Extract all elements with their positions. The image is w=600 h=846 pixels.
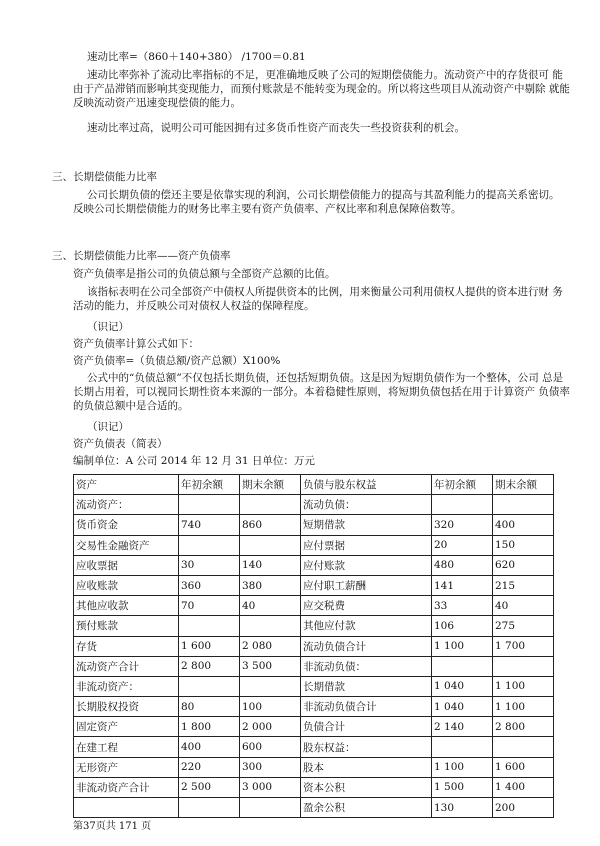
table-cell: 3 500 — [240, 656, 301, 676]
table-cell: 600 — [240, 737, 301, 757]
table-cell: 非流动负债合计 — [301, 697, 432, 717]
table-cell: 流动资产： — [74, 495, 179, 515]
table-row — [74, 697, 554, 717]
table-cell — [240, 798, 301, 818]
table-cell: 其他应付款 — [301, 616, 432, 636]
table-cell: 3 000 — [240, 777, 301, 797]
table-cell: 400 — [493, 515, 554, 535]
table-cell: 2 000 — [240, 717, 301, 737]
table-cell: 620 — [493, 555, 554, 575]
table-cell: 预付账款 — [74, 616, 179, 636]
table-cell: 2 080 — [240, 636, 301, 656]
table-cell — [179, 798, 240, 818]
section-title-debt-ratio: 三、长期偿债能力比率——资产负债率 — [52, 250, 231, 262]
table-row — [74, 555, 554, 575]
table-cell: 40 — [493, 596, 554, 616]
table-row — [74, 636, 554, 656]
table-cell: 141 — [432, 575, 493, 595]
table-row — [74, 656, 554, 676]
header-cell: 期末余额 — [493, 475, 554, 495]
table-cell: 非流动资产： — [74, 676, 179, 696]
table-cell: 流动资产合计 — [74, 656, 179, 676]
header-cell: 年初余额 — [179, 475, 240, 495]
table-row — [74, 737, 554, 757]
table-row — [74, 535, 554, 555]
table-cell: 应交税费 — [301, 596, 432, 616]
table-cell: 应收账款 — [74, 575, 179, 595]
table-cell: 负债合计 — [301, 717, 432, 737]
table-cell: 740 — [179, 515, 240, 535]
table-unit-line: 编制单位：A 公司 2014 年 12 月 31 日单位：万元 — [73, 455, 315, 467]
table-cell: 短期借款 — [301, 515, 432, 535]
memorize-note-2: （识记） — [87, 421, 129, 433]
table-cell: 480 — [432, 555, 493, 575]
quick-ratio-paragraph: 速动比率弥补了流动比率指标的不足，更准确地反映了公司的短期偿债能力。流动资产中的存货很可 能由于产品滞销而影响其变现能力，而预付账款是不能转变为现金的。所以将这些项目从流动资产中剔除 就能反映流动资产迅速变现偿债的能力。 — [73, 69, 570, 109]
table-cell: 流动负债合计 — [301, 636, 432, 656]
table-cell — [493, 656, 554, 676]
quick-ratio-formula: 速动比率=（860＋140+380） /1700＝0.81 — [87, 51, 306, 63]
table-cell: 应付票据 — [301, 535, 432, 555]
formula-intro: 资产负债率计算公式如下： — [73, 338, 199, 350]
quick-ratio-high-paragraph: 速动比率过高，说明公司可能因拥有过多货币性资产而丧失一些投资获利的机会。 — [87, 122, 465, 134]
header-cell: 年初余额 — [432, 475, 493, 495]
table-cell — [240, 676, 301, 696]
header-cell: 资产 — [74, 475, 179, 495]
table-cell: 长期借款 — [301, 676, 432, 696]
table-cell: 20 — [432, 535, 493, 555]
table-cell — [240, 616, 301, 636]
table-cell: 1 500 — [432, 777, 493, 797]
table-cell: 80 — [179, 697, 240, 717]
table-cell: 33 — [432, 596, 493, 616]
table-cell: 130 — [432, 798, 493, 818]
table-cell: 固定资产 — [74, 717, 179, 737]
table-cell: 2 140 — [432, 717, 493, 737]
table-cell: 1 100 — [432, 757, 493, 777]
table-cell: 资本公积 — [301, 777, 432, 797]
table-cell — [179, 676, 240, 696]
table-cell: 存货 — [74, 636, 179, 656]
table-cell: 股东权益： — [301, 737, 432, 757]
table-cell: 860 — [240, 515, 301, 535]
debt-ratio-explanation: 公式中的“负债总额”不仅包括长期负债，还包括短期负债。这是因为短期负债作为一个整体，公司 总是长期占用着，可以视同长期性资本来源的一部分。本着稳健性原则，将短期负债包括在用于计算资产 负债率的负债总额中是合适的。 — [73, 372, 570, 412]
table-cell — [493, 495, 554, 515]
table-cell: 在建工程 — [74, 737, 179, 757]
table-cell: 1 800 — [179, 717, 240, 737]
table-cell: 320 — [432, 515, 493, 535]
table-cell: 1 600 — [179, 636, 240, 656]
table-row — [74, 676, 554, 696]
table-cell: 215 — [493, 575, 554, 595]
table-cell: 1 100 — [493, 697, 554, 717]
table-cell: 2 800 — [179, 656, 240, 676]
table-cell: 360 — [179, 575, 240, 595]
table-cell: 2 500 — [179, 777, 240, 797]
debt-ratio-paragraph: 该指标表明在公司全部资产中债权人所提供资本的比例，用来衡量公司利用债权人提供的资本进行财 务活动的能力，并反映公司对债权人权益的保障程度。 — [73, 286, 563, 312]
table-row — [74, 575, 554, 595]
table-cell — [74, 798, 179, 818]
table-row — [74, 777, 554, 797]
memorize-note-1: （识记） — [87, 321, 129, 333]
table-cell: 应收票据 — [74, 555, 179, 575]
page-number-footer: 第37页共 171 页 — [73, 821, 152, 832]
table-cell — [240, 495, 301, 515]
table-title: 资产负债表（简表） — [73, 438, 168, 450]
table-row — [74, 616, 554, 636]
table-cell: 1 040 — [432, 697, 493, 717]
table-cell: 70 — [179, 596, 240, 616]
table-row — [74, 757, 554, 777]
table-cell: 应付职工薪酬 — [301, 575, 432, 595]
table-cell: 150 — [493, 535, 554, 555]
table-cell: 40 — [240, 596, 301, 616]
table-cell — [432, 656, 493, 676]
table-cell: 1 400 — [493, 777, 554, 797]
table-cell: 交易性金融资产 — [74, 535, 179, 555]
table-cell: 非流动负债： — [301, 656, 432, 676]
table-cell: 200 — [493, 798, 554, 818]
table-cell: 275 — [493, 616, 554, 636]
table-cell — [179, 535, 240, 555]
table-cell: 长期股权投资 — [74, 697, 179, 717]
table-cell — [432, 737, 493, 757]
table-row — [74, 495, 554, 515]
table-cell: 1 040 — [432, 676, 493, 696]
table-cell: 应付账款 — [301, 555, 432, 575]
table-cell: 2 800 — [493, 717, 554, 737]
table-cell: 其他应收款 — [74, 596, 179, 616]
table-cell: 1 700 — [493, 636, 554, 656]
long-term-ratios-paragraph: 公司长期负债的偿还主要是依靠实现的利润，公司长期偿债能力的提高与其盈利能力的提高关系密切。 反映公司长期偿债能力的财务比率主要有资产负债率、产权比率和利息保障倍数等。 — [73, 189, 560, 215]
table-row — [74, 596, 554, 616]
table-cell: 106 — [432, 616, 493, 636]
table-cell: 100 — [240, 697, 301, 717]
table-row — [74, 798, 554, 818]
table-cell — [493, 737, 554, 757]
table-cell: 非流动资产合计 — [74, 777, 179, 797]
debt-ratio-definition: 资产负债率是指公司的负债总额与全部资产总额的比值。 — [73, 268, 336, 280]
table-cell: 400 — [179, 737, 240, 757]
table-cell: 380 — [240, 575, 301, 595]
balance-sheet-table — [73, 474, 554, 818]
table-cell: 140 — [240, 555, 301, 575]
table-cell — [432, 495, 493, 515]
table-cell: 流动负债： — [301, 495, 432, 515]
table-cell: 无形资产 — [74, 757, 179, 777]
header-cell: 期末余额 — [240, 475, 301, 495]
table-cell: 货币资金 — [74, 515, 179, 535]
table-cell — [240, 535, 301, 555]
table-header-row — [74, 475, 554, 495]
debt-ratio-formula: 资产负债率=（负债总额/资产总额）X100% — [73, 355, 281, 367]
table-cell: 1 600 — [493, 757, 554, 777]
table-cell: 盈余公积 — [301, 798, 432, 818]
table-row — [74, 717, 554, 737]
table-cell — [179, 616, 240, 636]
table-cell: 股本 — [301, 757, 432, 777]
table-cell: 220 — [179, 757, 240, 777]
table-cell: 300 — [240, 757, 301, 777]
header-cell: 负债与股东权益 — [301, 475, 432, 495]
table-row — [74, 515, 554, 535]
table-cell: 1 100 — [432, 636, 493, 656]
table-cell: 30 — [179, 555, 240, 575]
table-cell: 1 100 — [493, 676, 554, 696]
table-cell — [179, 495, 240, 515]
section-title-long-term-ratios: 三、长期偿债能力比率 — [52, 171, 157, 183]
